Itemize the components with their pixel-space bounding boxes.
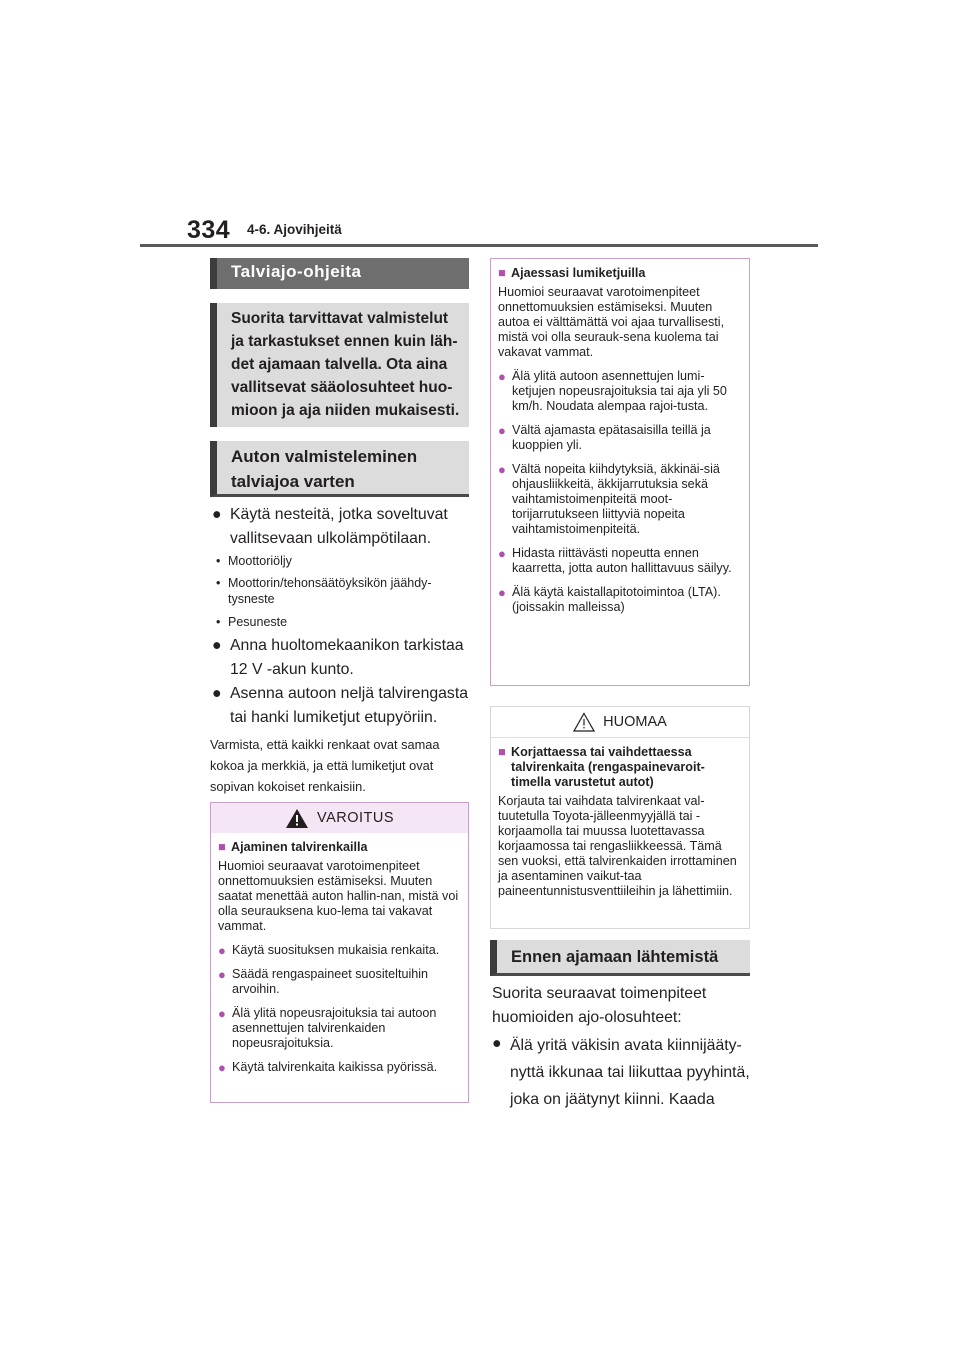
square-bullet-icon: ■: [498, 745, 506, 759]
warning-item: ● Käytä talvirenkaita kaikissa pyörissä.: [218, 1060, 438, 1075]
chains-subheading: ■ Ajaessasi lumiketjuilla: [498, 266, 646, 280]
chains-item: ● Vältä nopeita kiihdytyksiä, äkkinäi-siä ohjausliikkeitä, äkkijarrutuksia sekä vaihtamistoimenpiteitä moot-torijarrutukseen liittyviä nopeita vaihtamistoimenpiteitä.: [498, 462, 720, 536]
bullet-dot-icon: ●: [218, 943, 226, 958]
square-bullet-icon: ■: [218, 840, 226, 854]
sub-item: • Pesuneste: [216, 615, 288, 629]
bullet-dot-icon: ●: [498, 585, 506, 600]
chains-text: Huomioi seuraavat varotoimenpiteet onnettomuuksien estämiseksi. Muuten autoa ei välttämättä voi ajaa turvallisesti, mistä voi olla seurauk-sena kuolema tai vakavat vammat.: [498, 285, 725, 359]
bullet-dot-icon: ●: [498, 369, 506, 384]
prep-heading: Auton valmisteleminen talviajoa varten: [210, 441, 469, 497]
bullet-dot-icon: ●: [218, 967, 226, 982]
chains-item: ● Vältä ajamasta epätasaisilla teillä ja kuoppien yli.: [498, 423, 711, 452]
warning-title: VAROITUS: [316, 810, 395, 826]
notice-text: Korjauta tai vaihdata talvirenkaat val-tuutetulla Toyota-jälleenmyyjällä tai -korjaamolla tai muussa luotettavassa korjaamossa tai rengasliikkeessä. Tämä sen vuoksi, että talvirenkaiden irrottaminen ja asentaminen vaikut-taa paineentunnistusventtiileihin ja lähettimiin.: [498, 794, 737, 898]
bullet-item: [212, 503, 472, 551]
sub-item: • Moottoriöljy: [216, 554, 292, 568]
caution-triangle-icon: [573, 712, 595, 732]
warning-subheading: ■ Ajaminen talvirenkailla: [218, 840, 368, 854]
notice-title: HUOMAA: [603, 714, 667, 730]
bullet-item: [212, 634, 472, 682]
notice-subheading: ■ Korjattaessa tai vaihdettaessa talvirenkaita (rengaspainevaroit-timella varustetut autot): [498, 745, 705, 789]
chains-warning-box: [490, 258, 750, 686]
chains-item: ● Älä käytä kaistallapitotoimintoa (LTA). (joissakin malleissa): [498, 585, 721, 614]
bullet-dot-icon: ●: [212, 637, 222, 654]
notice-box: [490, 706, 750, 929]
notice-header: [491, 707, 749, 738]
square-bullet-icon: ■: [498, 266, 506, 280]
page-number: 334: [187, 216, 231, 244]
before-driving-heading: Ennen ajamaan lähtemistä: [490, 940, 750, 976]
warning-item: ● Käytä suosituksen mukaisia renkaita.: [218, 943, 440, 958]
warning-item: ● Älä ylitä nopeusrajoituksia tai autoon asennettujen talvirenkaiden nopeusrajoituksia.: [218, 1006, 437, 1050]
bullet-dot-icon: ●: [498, 423, 506, 438]
before-driving-intro: Suorita seuraavat toimenpiteet huomioiden ajo-olosuhteet:: [492, 985, 707, 1026]
chains-item: ● Älä ylitä autoon asennettujen lumi-ketjujen nopeusrajoituksia tai aja yli 50 km/h. Noudata alempaa rajoi-tusta.: [498, 369, 727, 413]
chapter-title: 4-6. Ajovihjeitä: [247, 222, 342, 237]
warning-text: Huomioi seuraavat varotoimenpiteet onnettomuuksien estämiseksi. Muuten saatat menettää auton hallin-nan, mistä voi olla seurauksena kuo-lema tai vakavat vammat.: [218, 859, 459, 933]
bullet-dot-icon: ●: [492, 1035, 502, 1052]
bullet-dot-icon: ●: [212, 506, 222, 523]
bullet-dot-icon: ●: [218, 1006, 226, 1021]
bullet-item: [212, 682, 472, 730]
note-text: Varmista, että kaikki renkaat ovat samaa kokoa ja merkkiä, ja että lumiketjut ovat sopivan kokoiset renkaisiin.: [210, 737, 440, 794]
bullet-dot-icon: ●: [212, 685, 222, 702]
bullet-dot-icon: ●: [498, 462, 506, 477]
warning-header: [211, 803, 468, 833]
warning-triangle-icon: [285, 808, 309, 829]
bullet-dot-icon: ●: [498, 546, 506, 561]
warning-box: [210, 802, 469, 1103]
bullet-text: Anna huoltomekaanikon tarkistaa 12 V -akun kunto.: [230, 637, 464, 678]
intro-box: Suorita tarvittavat valmistelut ja tarkastukset ennen kuin läh-det ajamaan talvella. Ota aina vallitsevat sääolosuhteet huo-mioon ja aja niiden mukaisesti.: [210, 303, 469, 427]
chains-item: ● Hidasta riittävästi nopeutta ennen kaarretta, jotta auton hallittavuus säilyy.: [498, 546, 732, 575]
bullet-text: Käytä nesteitä, jotka soveltuvat vallitsevaan ulkolämpötilaan.: [230, 506, 448, 547]
sub-item: • Moottorin/tehonsäätöyksikön jäähdy-tysneste: [216, 576, 432, 606]
bullet-text: Älä yritä väkisin avata kiinnijääty-nyttä ikkunaa tai liikuttaa pyyhintä, joka on jäätynyt kiinni. Kaada: [510, 1037, 750, 1108]
warning-item: ● Säädä rengaspaineet suositeltuihin arvoihin.: [218, 967, 429, 996]
bullet-text: Asenna autoon neljä talvirengasta tai hanki lumiketjut etupyöriin.: [230, 685, 469, 726]
bullet-dot-icon: ●: [218, 1060, 226, 1075]
bullet-item: [492, 1032, 754, 1113]
section-title: Talviajo-ohjeita: [210, 258, 469, 289]
header-divider: [140, 244, 818, 247]
